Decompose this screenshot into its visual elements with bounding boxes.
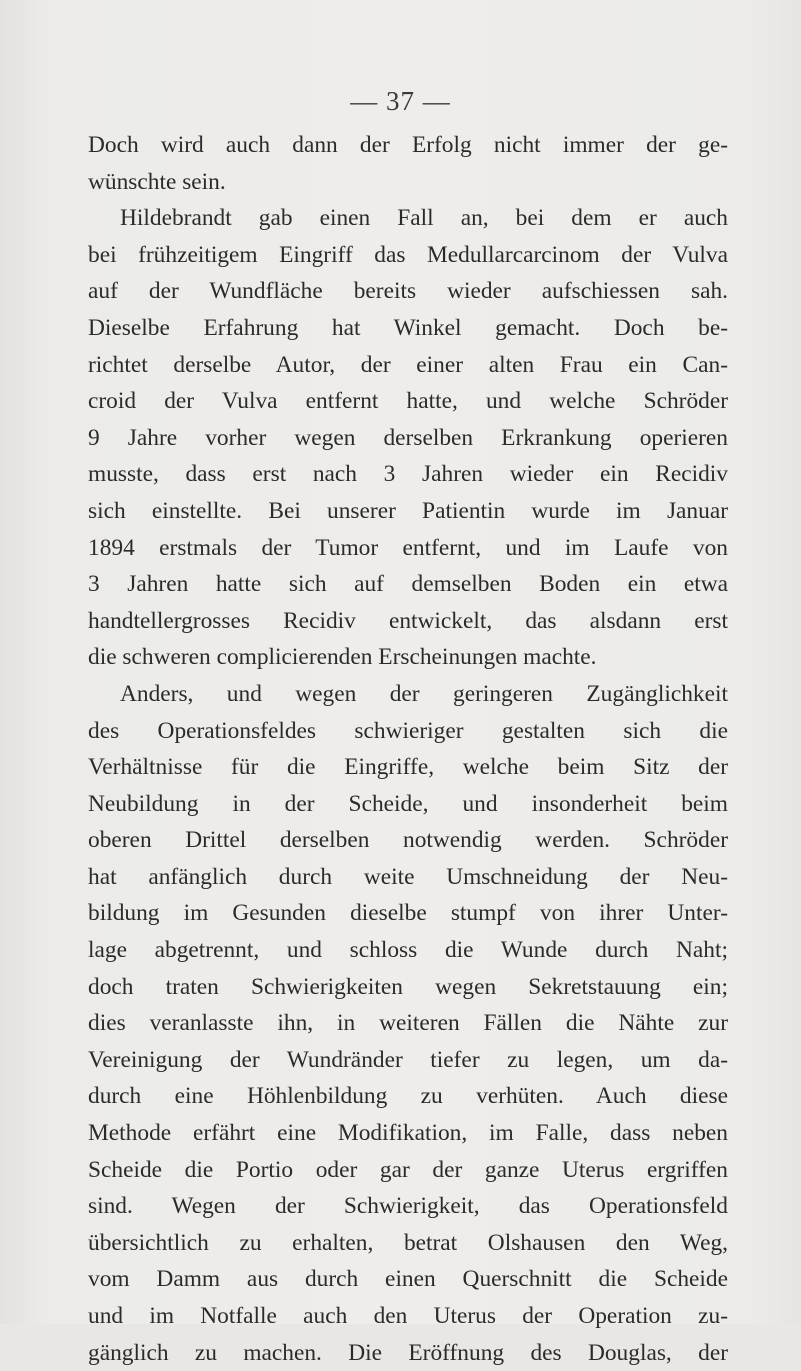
text-line: Vereinigung der Wundränder tiefer zu legen, um da- [88,1046,728,1073]
text-line: sich einstellte. Bei unserer Patientin wurde im Januar [88,497,728,524]
text-line: Anders, und wegen der geringeren Zugänglichkeit [120,680,728,707]
page-number: — 37 — [350,86,451,116]
text-line: bei frühzeitigem Eingriff das Medullarcarcinom der Vulva [88,241,728,268]
text-line: Scheide die Portio oder gar der ganze Uterus ergriffen [88,1156,728,1183]
text-line: sind. Wegen der Schwierigkeit, das Operationsfeld [88,1193,728,1220]
text-line: 9 Jahre vorher wegen derselben Erkrankung operieren [88,424,728,451]
text-line: wünschte sein. [88,168,226,195]
text-line: Doch wird auch dann der Erfolg nicht immer der ge- [88,132,728,158]
text-line: des Operationsfeldes schwieriger gestalten sich die [88,717,728,744]
text-line: Methode erfährt eine Modifikation, im Falle, dass neben [88,1120,728,1147]
text-line: hat anfänglich durch weite Umschneidung der Neu- [88,863,728,890]
text-line: croid der Vulva entfernt hatte, und welche Schröder [88,388,728,415]
text-line: 3 Jahren hatte sich auf demselben Boden ein etwa [88,571,728,598]
text-line: richtet derselbe Autor, der einer alten Frau ein Can- [88,351,728,378]
text-line: Hildebrandt gab einen Fall an, bei dem er auch [120,205,728,232]
text-line: Dieselbe Erfahrung hat Winkel gemacht. Doch be- [88,314,728,341]
text-line: die schweren complicierenden Erscheinungen machte. [88,644,597,671]
text-line: vom Damm aus durch einen Querschnitt die Scheide [88,1266,728,1293]
text-line: musste, dass erst nach 3 Jahren wieder ein Recidiv [88,461,728,488]
text-line: gänglich zu machen. Die Eröffnung des Douglas, der [88,1339,728,1366]
text-line: Verhältnisse für die Eingriffe, welche beim Sitz der [88,754,728,781]
text-line: Neubildung in der Scheide, und insonderheit beim [88,790,728,817]
text-line: und im Notfalle auch den Uterus der Operation zu- [88,1303,728,1329]
text-line: dies veranlasste ihn, in weiteren Fällen die Nähte zur [88,1010,728,1037]
text-line: übersichtlich zu erhalten, betrat Olshausen den Weg, [88,1229,728,1256]
text-line: handtellergrosses Recidiv entwickelt, das alsdann erst [88,607,728,634]
text-line: durch eine Höhlenbildung zu verhüten. Auch diese [88,1083,728,1110]
text-line: lage abgetrennt, und schloss die Wunde durch Naht; [88,937,728,964]
text-line: auf der Wundfläche bereits wieder aufschiessen sah. [88,278,728,305]
body-text [88,127,728,1371]
text-line: doch traten Schwierigkeiten wegen Sekretstauung ein; [88,973,728,1000]
text-line: bildung im Gesunden dieselbe stumpf von ihrer Unter- [88,900,728,927]
text-line: 1894 erstmals der Tumor entfernt, und im Laufe von [88,534,728,561]
text-line: oberen Drittel derselben notwendig werden. Schröder [88,827,728,854]
